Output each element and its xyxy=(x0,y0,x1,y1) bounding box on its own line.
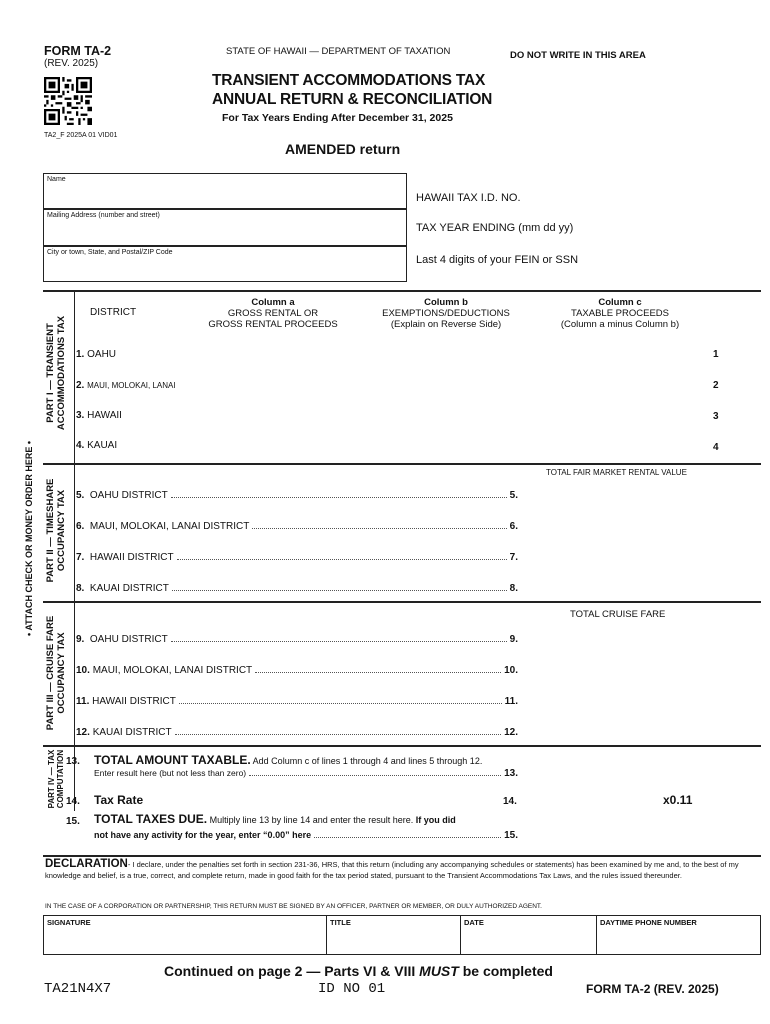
part2-row-kauai[interactable]: 8. KAUAI DISTRICT 8. xyxy=(76,583,518,594)
agency-name: STATE OF HAWAII — DEPARTMENT OF TAXATION xyxy=(226,46,451,57)
footer-code-left: TA21N4X7 xyxy=(44,981,112,997)
footer-form-id: FORM TA-2 (REV. 2025) xyxy=(586,982,719,996)
address-field[interactable] xyxy=(43,209,407,246)
attach-check-notice: • ATTACH CHECK OR MONEY ORDER HERE • xyxy=(24,441,34,636)
form-title-line2: ANNUAL RETURN & RECONCILIATION xyxy=(212,91,493,108)
form-revision: (REV. 2025) xyxy=(44,58,99,69)
line13-number: 13. xyxy=(66,756,80,767)
line14-end: 14. xyxy=(503,796,517,807)
part1-row-end-1: 1 xyxy=(713,349,719,360)
part2-row-oahu[interactable]: 5. OAHU DISTRICT 5. xyxy=(76,490,518,501)
tax-id-label: HAWAII TAX I.D. NO. xyxy=(416,192,521,204)
part2-row-maui[interactable]: 6. MAUI, MOLOKAI, LANAI DISTRICT 6. xyxy=(76,521,518,532)
title-label: TITLE xyxy=(330,918,351,927)
part3-row-hawaii[interactable]: 11. HAWAII DISTRICT 11. xyxy=(76,696,518,707)
phone-field[interactable] xyxy=(596,915,761,955)
part3-row-maui[interactable]: 10. MAUI, MOLOKAI, LANAI DISTRICT 10. xyxy=(76,665,518,676)
form-id: FORM TA-2 xyxy=(44,44,112,58)
part1-row-maui: 2. MAUI, MOLOKAI, LANAI xyxy=(76,380,176,391)
column-a-header: Column a GROSS RENTAL OR GROSS RENTAL PROCEEDS xyxy=(208,297,338,330)
fein-label: Last 4 digits of your FEIN or SSN xyxy=(416,254,579,266)
part1-label: PART I — TRANSIENT ACCOMMODATIONS TAX xyxy=(45,315,67,431)
part1-row-oahu: 1. OAHU xyxy=(76,349,117,360)
part4-label: PART IV — TAX COMPUTATION xyxy=(47,749,65,809)
column-c-header: Column c TAXABLE PROCEEDS (Column a minus Column b) xyxy=(560,297,680,330)
district-header: DISTRICT xyxy=(90,307,137,318)
part1-row-end-2: 2 xyxy=(713,380,719,391)
line14-title: Tax Rate xyxy=(94,793,144,807)
part1-row-hawaii: 3. HAWAII xyxy=(76,410,122,421)
part1-row-end-3: 3 xyxy=(713,411,719,422)
title-field[interactable] xyxy=(326,915,461,955)
column-b-header: Column b EXEMPTIONS/DEDUCTIONS (Explain on Reverse Side) xyxy=(382,297,510,330)
signature-field[interactable] xyxy=(43,915,327,955)
part1-row-kauai: 4. KAUAI xyxy=(76,440,118,451)
form-code: TA2_F 2025A 01 VID01 xyxy=(44,132,118,139)
do-not-write-notice: DO NOT WRITE IN THIS AREA xyxy=(510,50,646,61)
date-field[interactable] xyxy=(460,915,597,955)
signature-label: SIGNATURE xyxy=(47,918,91,927)
footer-code-mid: ID NO 01 xyxy=(318,981,386,997)
line15-header: TOTAL TAXES DUE. Multiply line 13 by line 14 and enter the result here. If you did xyxy=(94,812,456,826)
address-field-label: Mailing Address (number and street) xyxy=(47,212,160,219)
declaration-text: DECLARATION- I declare, under the penalties set forth in section 231-36, HRS, that this return (including any accompanying schedules or statements) has been examined by me and, to the best of my knowledge and belief, is a true, correct, and complete return, made in good faith for the tax period stated, pursuant to the Transient Accommodations Tax Laws, and the rules issued thereunder. xyxy=(45,858,739,880)
name-field[interactable] xyxy=(43,173,407,209)
line14-number: 14. xyxy=(66,796,80,807)
part3-label: PART III — CRUISE FARE OCCUPANCY TAX xyxy=(45,615,67,731)
line15-number: 15. xyxy=(66,816,80,827)
qr-code-icon xyxy=(44,77,92,125)
part3-column-header: TOTAL CRUISE FARE xyxy=(570,609,666,620)
part2-label: PART II — TIMESHARE OCCUPANCY TAX xyxy=(45,478,67,583)
date-label: DATE xyxy=(464,918,484,927)
part3-row-kauai[interactable]: 12. KAUAI DISTRICT 12. xyxy=(76,727,518,738)
name-field-label: Name xyxy=(47,176,66,183)
form-title-line1: TRANSIENT ACCOMMODATIONS TAX xyxy=(212,72,486,89)
tax-rate-value: x0.11 xyxy=(663,793,693,807)
part2-column-header: TOTAL FAIR MARKET RENTAL VALUE xyxy=(546,468,687,477)
form-subtitle: For Tax Years Ending After December 31, 2025 xyxy=(222,112,453,124)
phone-label: DAYTIME PHONE NUMBER xyxy=(600,918,697,927)
line13-header: TOTAL AMOUNT TAXABLE. Add Column c of lines 1 through 4 and lines 5 through 12. xyxy=(94,753,483,767)
city-field-label: City or town, State, and Postal/ZIP Code xyxy=(47,249,173,256)
amended-return-label: AMENDED return xyxy=(285,141,401,157)
city-field[interactable] xyxy=(43,246,407,282)
part2-row-hawaii[interactable]: 7. HAWAII DISTRICT 7. xyxy=(76,552,518,563)
line13-input[interactable]: Enter result here (but not less than zero) 13. xyxy=(94,768,518,779)
line15-input[interactable]: not have any activity for the year, enter “0.00” here 15. xyxy=(94,830,518,841)
tax-year-label: TAX YEAR ENDING (mm dd yy) xyxy=(416,222,574,234)
continued-notice: Continued on page 2 — Parts VI & VIII MUST be completed xyxy=(164,963,553,979)
corporation-note: IN THE CASE OF A CORPORATION OR PARTNERSHIP, THIS RETURN MUST BE SIGNED BY AN OFFICER, PARTNER OR MEMBER, OR DULY AUTHORIZED AGENT. xyxy=(45,903,542,910)
part3-row-oahu[interactable]: 9. OAHU DISTRICT 9. xyxy=(76,634,518,645)
part1-row-end-4: 4 xyxy=(713,442,719,453)
